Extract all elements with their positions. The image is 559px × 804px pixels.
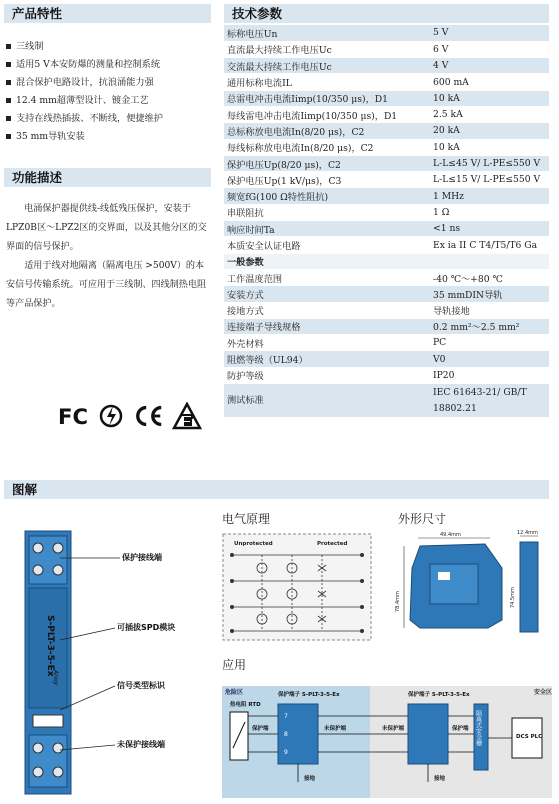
spec-row <box>224 58 549 74</box>
spec-value: 20 kA <box>430 123 549 139</box>
ce-mark-icon <box>134 401 164 431</box>
spec-value: V0 <box>430 351 549 367</box>
spec-value: PC <box>430 335 549 351</box>
spec-value: 6 V <box>430 41 549 57</box>
svg-text:8: 8 <box>284 731 288 738</box>
brand-label-text: Anoy <box>52 670 59 686</box>
spec-value: L-L≤45 V/ L-PE≤550 V <box>430 155 549 171</box>
zone-safe-label: 安全区 <box>534 689 552 696</box>
dim-depth-label: 12.4mm <box>517 530 538 536</box>
spec-row <box>224 367 549 383</box>
schematic-title: 电气原理 <box>222 512 271 526</box>
spec-row <box>224 41 549 57</box>
ex-triangle-icon <box>172 401 202 431</box>
spec-value: 600 mA <box>430 74 549 90</box>
spec-row <box>224 286 549 302</box>
app-protected-label-2: 保护端 <box>452 726 469 732</box>
spec-label: 阻燃等级（UL94） <box>224 351 430 367</box>
function-description <box>6 200 212 314</box>
spec-label: 串联阻抗 <box>224 204 430 220</box>
feature-item: 混合保护电路设计，抗浪涌能力强 <box>6 74 211 92</box>
specs-header <box>224 4 549 23</box>
spec-label: 测试标准 <box>224 384 430 418</box>
app-protected-label: 保护端 <box>252 726 269 732</box>
spec-value: 35 mmDIN导轨 <box>430 286 549 302</box>
spec-value: L-L≤15 V/ L-PE≤550 V <box>430 172 549 188</box>
electrical-schematic <box>222 533 372 641</box>
spec-value: 2.5 kA <box>430 106 549 122</box>
specs-title: 技术参数 <box>232 6 283 21</box>
spec-value: 10 kA <box>430 139 549 155</box>
specs-table <box>224 25 549 418</box>
spec-value: <1 ns <box>430 221 549 237</box>
spec-label: 外壳材料 <box>224 335 430 351</box>
zone-hazardous-label: 危险区 <box>225 689 244 696</box>
dim-width-label: 49.4mm <box>440 532 461 538</box>
spec-label: 总雷电冲击电流Iimp(10/350 μs)，D1 <box>224 90 430 106</box>
spec-value: 5 V <box>430 25 549 41</box>
spec-label: 响应时间Ta <box>224 221 430 237</box>
spec-row <box>224 221 549 237</box>
ground-label-1: 接地 <box>304 776 316 782</box>
rohs-flash-icon <box>96 401 126 431</box>
certification-marks <box>58 401 202 431</box>
callout-signal-label: 信号类型标识 <box>117 681 165 690</box>
spec-row <box>224 106 549 122</box>
function-paragraph: 适用于线对地隔离（隔离电压 >500V）的本安信号传输系统。可应用于三线制、四线制热电阻等产品保护。 <box>6 261 207 309</box>
function-title: 功能描述 <box>12 170 63 185</box>
spec-row <box>224 90 549 106</box>
callout-lines <box>60 540 190 760</box>
spec-row <box>224 139 549 155</box>
svg-text:9: 9 <box>284 749 288 756</box>
spec-label: 接地方式 <box>224 302 430 318</box>
spd2-label: 保护端子 S-PLT-3-5-Ex <box>408 692 470 698</box>
app-unprotected-label: 未保护端 <box>324 726 347 732</box>
spec-label: 保护电压Up(8/20 μs)，C2 <box>224 155 430 171</box>
feature-item: 支持在线热插拔、不断线，便捷维护 <box>6 110 211 128</box>
module-label-text: S-PLT-3-5-Ex <box>45 615 55 677</box>
spec-label: 安装方式 <box>224 286 430 302</box>
spec-row <box>224 25 549 41</box>
spec-value: 导轨接地 <box>430 302 549 318</box>
spec-row <box>224 351 549 367</box>
application-title: 应用 <box>222 658 247 672</box>
dim-side-label: 74.5mm <box>510 587 516 608</box>
spec-label: 频宽fG(100 Ω特性阻抗) <box>224 188 430 204</box>
features-list <box>6 38 211 146</box>
spec-row <box>224 269 549 285</box>
callout-pluggable-module: 可插拔SPD模块 <box>117 623 176 632</box>
plc-label: DCS PLC <box>516 734 543 740</box>
dimension-drawing <box>390 528 550 643</box>
spec-value: 0.2 mm²～2.5 mm² <box>430 318 549 334</box>
spec-row <box>224 318 549 334</box>
svg-text:7: 7 <box>284 713 288 720</box>
spec-label: 标称电压Un <box>224 25 430 41</box>
barrier-label: 隔离式安全栅 <box>474 710 482 746</box>
spec-value: Ex ia II C T4/T5/T6 Ga <box>430 237 549 253</box>
spec-label: 交流最大持续工作电压Uc <box>224 58 430 74</box>
spec-label: 每线雷电冲击电流Iimp(10/350 μs)，D1 <box>224 106 430 122</box>
fcc-logo-icon <box>58 401 88 431</box>
diagram-title: 图解 <box>12 482 38 497</box>
spec-label: 连接端子导线规格 <box>224 318 430 334</box>
features-title: 产品特性 <box>12 6 63 21</box>
svg-text:FC: FC <box>58 403 88 429</box>
spec-row <box>224 172 549 188</box>
feature-item: 12.4 mm超薄型设计、镀金工艺 <box>6 92 211 110</box>
spec-label: 通用标称电流IL <box>224 74 430 90</box>
callout-unprotected-terminal: 未保护接线端 <box>117 740 165 749</box>
spec-row <box>224 237 549 253</box>
spec-row <box>224 188 549 204</box>
spec-label: 本质安全认证电路 <box>224 237 430 253</box>
app-unprotected-label-2: 未保护端 <box>382 726 405 732</box>
ground-label-2: 接地 <box>434 776 446 782</box>
spec-row <box>224 123 549 139</box>
dimension-title: 外形尺寸 <box>398 512 447 526</box>
spec-value: -40 ℃～+80 ℃ <box>430 269 549 285</box>
spec-row <box>224 204 549 220</box>
feature-item: 35 mm导轨安装 <box>6 128 211 146</box>
dim-height-label: 78.4mm <box>395 591 401 612</box>
signal-type-tag <box>33 715 63 727</box>
spec-value: 10 kA <box>430 90 549 106</box>
spec-row <box>224 335 549 351</box>
spec-row <box>224 155 549 171</box>
general-params-heading <box>224 253 549 269</box>
function-header <box>4 168 211 187</box>
spec-value: 1 Ω <box>430 204 549 220</box>
application-diagram <box>222 686 552 798</box>
spec-value: IEC 61643-21/ GB/T 18802.21 <box>430 384 549 418</box>
spec-label: 保护电压Up(1 kV/μs)，C3 <box>224 172 430 188</box>
spec-row <box>224 302 549 318</box>
diagram-header <box>4 480 549 499</box>
general-title: 一般参数 <box>224 253 549 269</box>
feature-item: 三线制 <box>6 38 211 56</box>
schematic-unprotected-label: Unprotected <box>234 541 273 547</box>
spec-label: 直流最大持续工作电压Uc <box>224 41 430 57</box>
spec-label: 工作温度范围 <box>224 269 430 285</box>
spec-label: 防护等级 <box>224 367 430 383</box>
spec-label: 每线标称放电电流In(8/20 μs)，C2 <box>224 139 430 155</box>
spd1-label: 保护端子 S-PLT-3-5-Ex <box>278 692 340 698</box>
spec-row <box>224 74 549 90</box>
schematic-protected-label: Protected <box>317 541 348 547</box>
spec-value: IP20 <box>430 367 549 383</box>
function-paragraph: 电涌保护器提供线-线低残压保护，安装于LPZ0B区～LPZ2区的交界面，以及其他分区的交界面的信号保护。 <box>6 204 207 252</box>
spec-value: 4 V <box>430 58 549 74</box>
spec-row-standard <box>224 384 549 418</box>
callout-protected-terminal: 保护接线端 <box>122 553 162 562</box>
features-header <box>4 4 211 23</box>
spec-label: 总标称放电电流In(8/20 μs)，C2 <box>224 123 430 139</box>
feature-item: 适用5 V本安防爆的测量和控制系统 <box>6 56 211 74</box>
sensor-label: 热电阻 RTD <box>230 702 261 708</box>
spec-value: 1 MHz <box>430 188 549 204</box>
